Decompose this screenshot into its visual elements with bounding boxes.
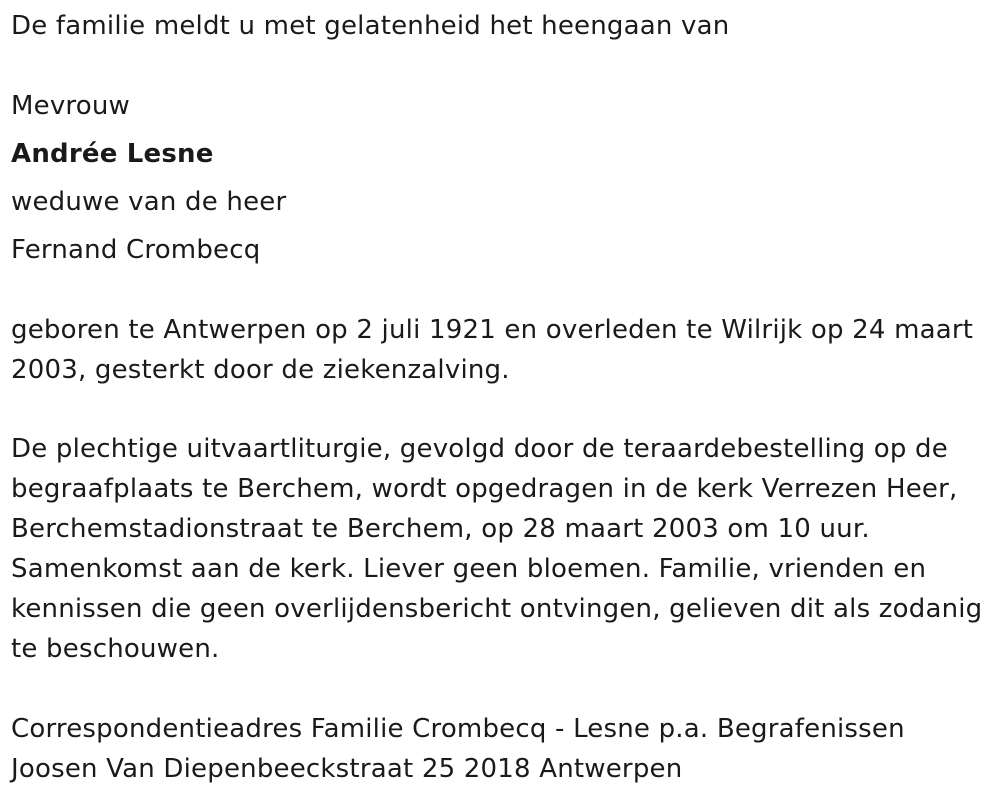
funeral-line: De plechtige uitvaartliturgie, gevolgd door de teraardebestelling op de: [11, 434, 948, 464]
correspondence-line: Correspondentieadres Familie Crombecq - Lesne p.a. Begrafenissen: [11, 714, 905, 744]
deceased-name: Andrée Lesne: [11, 139, 214, 169]
correspondence-line: Joosen Van Diepenbeeckstraat 25 2018 Antwerpen: [11, 754, 683, 784]
honorific: Mevrouw: [11, 91, 130, 121]
funeral-line: kennissen die geen overlijdensbericht ontvingen, gelieven dit als zodanig: [11, 594, 983, 624]
birth-death-line: 2003, gesterkt door de ziekenzalving.: [11, 355, 510, 385]
funeral-line: begraafplaats te Berchem, wordt opgedragen in de kerk Verrezen Heer,: [11, 474, 958, 504]
spouse-name: Fernand Crombecq: [11, 235, 261, 265]
relation-text: weduwe van de heer: [11, 187, 287, 217]
birth-death-line: geboren te Antwerpen op 2 juli 1921 en overleden te Wilrijk op 24 maart: [11, 315, 974, 345]
funeral-line: te beschouwen.: [11, 634, 220, 664]
funeral-line: Samenkomst aan de kerk. Liever geen bloemen. Familie, vrienden en: [11, 554, 927, 584]
funeral-line: Berchemstadionstraat te Berchem, op 28 maart 2003 om 10 uur.: [11, 514, 870, 544]
intro-text: De familie meldt u met gelatenheid het heengaan van: [11, 11, 730, 41]
